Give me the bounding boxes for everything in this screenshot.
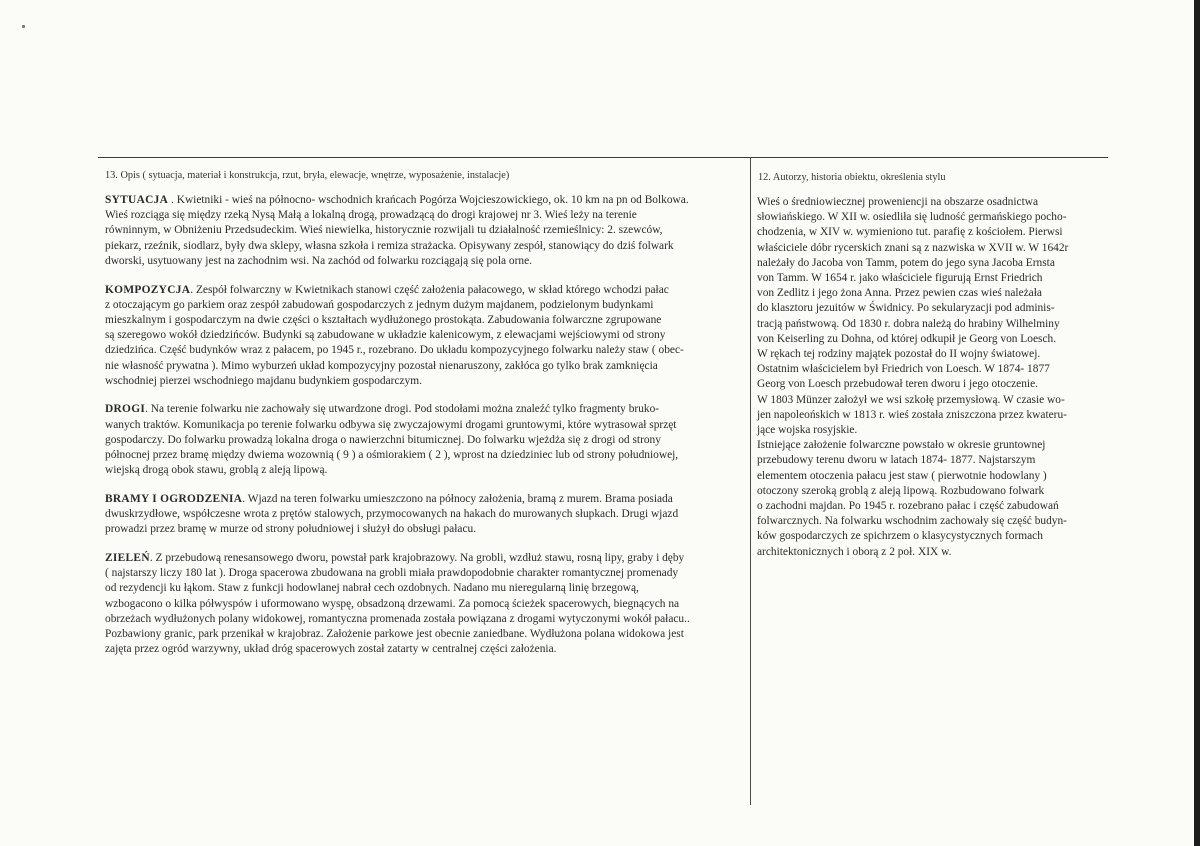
- history-line: jen napoleońskich w 1813 r. wieś została zniszczona przez kwateru-: [757, 408, 1067, 421]
- history-line: W rękach tej rodziny majątek pozostał do II wojny światowej.: [757, 348, 1041, 361]
- history-line: o zachodni majdan. Po 1945 r. rozebrano pałac i część zabudowań: [757, 500, 1059, 513]
- table-top-rule: [98, 157, 1108, 158]
- history-line: otoczony szeroką groblą z aleją lipową. Rozbudowano folwark: [757, 484, 1045, 497]
- description-column-header: 13. Opis ( sytuacja, materiał i konstrukcja, rzut, bryła, elewacje, wnętrze, wyposażenie, instalacje): [105, 170, 510, 181]
- history-column-header: 12. Autorzy, historia obiektu, określenia stylu: [758, 172, 946, 183]
- history-line: elementem otoczenia pałacu jest staw ( pierwotnie hodowlany ): [757, 469, 1047, 482]
- section-kompozycja: KOMPOZYCJA. Zespół folwarczny w Kwietnikach stanowi część założenia pałacowego, w skład którego wchodzi pałac z otoczającym go parkiem oraz zespół zabudowań gospodarczych z jednym dużym majdanem, podzielonym budynkami mieszkalnym i gospodarczym na dwie części o kształtach wydłużonego prostokąta. Zabudowania folwarczne zgrupowane są szeregowo wokół dziedzińców. Budynki są zabudowane w układzie kalenicowym, z elewacjami wejściowymi od strony dziedzińca. Część budynków wraz z pałacem, po 1945 r., rozebrano. Do układu kompozycyjnego folwarku należy staw ( obec- nie własność prywatna ). Mimo wyburzeń układ kompozycyjny pozostał nienaruszony, zakłóca go tylko brak zamknięcia wschodniej pierzei wschodniego majdanu budynkiem gospodarczym.: [105, 283, 684, 387]
- history-line: właściciele dóbr rycerskich znani są z nazwiska w XVII w. W 1642r: [757, 241, 1069, 254]
- section-heading: ZIELEŃ: [105, 552, 150, 565]
- history-line: architektonicznych i oborą z 2 poł. XIX w.: [757, 545, 952, 558]
- history-line: przebudowy terenu dworu w latach 1874- 1877. Najstarszym: [757, 454, 1036, 467]
- history-line: ków gospodarczych ze spichrzem o klasycystycznych formach: [757, 530, 1043, 543]
- section-zielen: ZIELEŃ. Z przebudową renesansowego dworu, powstał park krajobrazowy. Na grobli, wzdłuż stawu, rosną lipy, graby i dęby ( najstarszy liczy 180 lat ). Droga spacerowa zbudowana na grobli miała prawdopodobnie charakter romantycznej promenady od rezydencji ku łąkom. Staw z funkcji hodowlanej nabrał cech ozdobnych. Nadano mu nieregularną linię brzegową, wzbogacono o kilka półwyspów i uformowano wyspę, obsadzoną drzewami. Za pomocą ścieżek spacerowych, biegnących na obrzeżach wydłużonych polany widokowej, romantyczna promenada została powiązana z drogami wytyczonymi wokół pałacu.. Pozbawiony granic, park przenikał w krajobraz. Założenie parkowe jest obecnie zaniedbane. Wydłużona polana widokowa jest zajęta przez ogród warzywny, układ dróg spacerowych został zatarty w centralnej części założenia.: [105, 552, 690, 656]
- history-line: Wieś o średniowiecznej proweniencji na obszarze osadnictwa: [757, 196, 1039, 208]
- description-column: [105, 193, 745, 671]
- section-heading: SYTUACJA: [105, 194, 169, 206]
- section-bramy-i-ogrodzenia: BRAMY I OGRODZENIA. Wjazd na teren folwarku umieszczono na północy założenia, bramą z murem. Brama posiada dwuskrzydłowe, współczesne wrota z prętów stalowych, przymocowanych na hakach do murowanych słupkach. Drugi wjazd prowadzi przez bramę w murze od strony południowej i służył do obsługi pałacu.: [105, 492, 679, 536]
- history-line: do klasztoru jezuitów w Świdnicy. Po sekularyzacji pod adminis-: [757, 302, 1055, 315]
- history-line: jące wojska rosyjskie.: [757, 424, 858, 437]
- history-line: chodzenia, w XIV w. wymieniono tut. parafię z kościołem. Pierwsi: [757, 226, 1063, 239]
- section-sytuacja: SYTUACJA . Kwietniki - wieś na północno- wschodnich krańcach Pogórza Wojcieszowickiego, ok. 10 km na pn od Bolkowa. Wieś rozciąga się między rzeką Nysą Małą a lokalną drogą, prowadzącą do drogi krajowej nr 3. Wieś leży na terenie równinnym, w Obniżeniu Przedsudeckim. Wieś niewielka, historycznie rozwijali tu działalność rzemieślnicy: 2. szewców, piekarz, rzeźnik, siodlarz, były dwa sklepy, własna szkoła i remiza strażacka. Opisywany zespół, stanowiący do dziś folwark dworski, usytuowany jest na zachodnim wsi. Na zachód od folwarku rozciągają się pola orne.: [105, 194, 689, 267]
- history-line: von Zedlitz i jego żona Anna. Przez pewien czas wieś należała: [757, 287, 1042, 300]
- column-divider: [750, 157, 751, 805]
- section-drogi: DROGI. Na terenie folwarku nie zachowały się utwardzone drogi. Pod stodołami można znaleźć tylko fragmenty bruko- wanych traktów. Komunikacja po terenie folwarku odbywa się zwyczajowymi drogami gruntowymi, które wytrasował sprzęt gospodarczy. Do folwarku prowadzą lokalna droga o nawierzchni bitumicznej. Do folwarku wjeżdża się z drogi od strony północnej przez bramę między dwiema wozownią ( 9 ) a ośmiorakiem ( 2 ), wprost na dziedziniec lub od strony południowej, wiejską drogą obok stawu, groblą z aleją lipową.: [105, 403, 679, 477]
- history-line: Georg von Loesch przebudował teren dworu i jego otoczenie.: [757, 378, 1038, 391]
- section-heading: BRAMY I OGRODZENIA: [105, 492, 243, 505]
- history-line: Istniejące założenie folwarczne powstało w okresie gruntownej: [757, 439, 1046, 452]
- history-line: von Tamm. W 1654 r. jako właściciele figurują Ernst Friedrich: [757, 272, 1043, 285]
- history-line: W 1803 Münzer założył we wsi szkołę przemysłową. W czasie wo-: [757, 393, 1065, 406]
- history-line: Ostatnim właścicielem był Friedrich von Loesch. W 1874- 1877: [757, 363, 1050, 376]
- history-line: słowiańskiego. W XII w. osiedliła się ludność germańskiego pocho-: [757, 211, 1067, 224]
- scan-speck: [22, 25, 25, 28]
- history-line: folwarcznych. Na folwarku wschodnim zachowały się część budyn-: [757, 515, 1067, 528]
- section-heading: DROGI: [105, 403, 146, 416]
- history-column: [757, 195, 1117, 560]
- history-line: von Keiserling zu Dohna, od której odkupił je Georg von Loesch.: [757, 332, 1057, 345]
- history-line: tracją państwową. Od 1830 r. dobra należą do hrabiny Wilhelminy: [757, 317, 1060, 330]
- scan-border: [1194, 0, 1200, 846]
- history-line: należały do Jacoba von Tamm, potem do jego syna Jacoba Ernsta: [757, 256, 1055, 269]
- section-heading: KOMPOZYCJA: [105, 283, 191, 296]
